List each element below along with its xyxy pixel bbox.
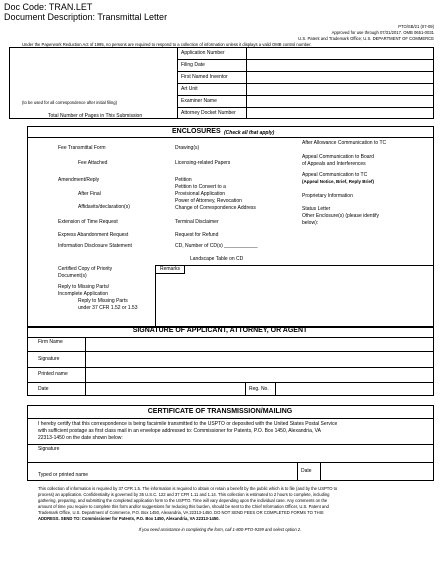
reg-no-label: Reg. No. — [249, 386, 269, 392]
footer-line-6: ADDRESS. SEND TO: Commissioner for Patents, P.O. Box 1450, Alexandria, VA 22313-1450. — [38, 516, 220, 521]
docket-number-label: Attorney Docket Number — [181, 110, 236, 116]
enc-extension-time: Extension of Time Request — [58, 219, 118, 225]
enc-after-allowance: After Allowance Communication to TC — [302, 140, 387, 146]
first-inventor-field[interactable] — [247, 72, 433, 83]
paperwork-line: Under the Paperwork Reduction Act of 1995, no persons are required to respond to a collection of information unless it displays a valid OMB control number. — [22, 42, 312, 47]
certificate-text-3: 22313-1450 on the date shown below: — [38, 435, 123, 441]
enc-licensing: Licensing-related Papers — [175, 160, 231, 166]
enc-fee-attached: Fee Attached — [78, 160, 108, 166]
enc-certified-copy-2: Document(s) — [58, 273, 87, 279]
enc-provisional: Provisional Application — [175, 191, 226, 197]
printed-name-label: Printed name — [38, 371, 68, 377]
art-unit-label: Art Unit — [181, 86, 198, 92]
footer-line-5: Trademark Office, U.S. Department of Commerce, P.O. Box 1450, Alexandria, VA 22313-1450. DO NOT SEND FEES OR COMPLETED FORMS TO THIS — [38, 510, 324, 515]
enc-power-attorney: Power of Attorney, Revocation — [175, 198, 242, 204]
date-label: Date — [38, 386, 49, 392]
total-pages-field[interactable] — [150, 111, 176, 118]
remarks-field[interactable] — [157, 275, 432, 326]
enc-change-address: Change of Correspondence Address — [175, 205, 256, 211]
enclosures-title: ENCLOSURES — [172, 128, 221, 135]
filing-date-field[interactable] — [247, 60, 433, 71]
enc-refund: Request for Refund — [175, 232, 219, 238]
footer-line-2: process) an application. Confidentiality is governed by 35 U.S.C. 122 and 37 CFR 1.11 and 1.14. This collection is estimated to 2 hours to complete, including — [38, 492, 330, 497]
cert-typed-name-label: Typed or printed name — [38, 472, 89, 478]
enc-proprietary: Proprietary Information — [302, 193, 353, 199]
enc-ids: Information Disclosure Statement — [58, 243, 132, 249]
enc-affidavits: Affidavits/declaration(s) — [78, 204, 130, 210]
help-line: If you need assistance in completing the form, call 1-800-PTO-9199 and select option 2. — [138, 527, 302, 532]
application-number-field[interactable] — [247, 48, 433, 59]
enc-appeal-board: Appeal Communication to Board — [302, 154, 374, 160]
cert-signature-field[interactable] — [28, 452, 433, 462]
art-unit-field[interactable] — [247, 84, 433, 95]
approved-line: Approved for use through 07/31/2017. OMB 0651-0031 — [331, 30, 434, 35]
signature-title: SIGNATURE OF APPLICANT, ATTORNEY, OR AGENT — [132, 327, 308, 334]
enc-petition: Petition — [175, 177, 192, 183]
enc-fee-transmittal: Fee Transmittal Form — [58, 145, 106, 151]
enc-other: Other Enclosure(s) (please identify — [302, 213, 379, 219]
enc-drawings: Drawing(s) — [175, 145, 200, 151]
signature-label: Signature — [38, 356, 60, 362]
certificate-text-1: I hereby certify that this correspondence is being facsimile transmitted to the USPTO or deposited with the United States Postal Service — [38, 421, 338, 427]
footer-line-3: gathering, preparing, and submitting the completed application form to the USPTO. Time will vary depending upon the individual case. Any comments on the — [38, 498, 328, 503]
enc-express-abandonment: Express Abandonment Request — [58, 232, 129, 238]
enc-landscape-table: Landscape Table on CD — [190, 256, 244, 262]
application-number-label: Application Number — [181, 50, 225, 56]
firm-name-label: Firm Name — [38, 339, 63, 345]
total-pages-label: Total Number of Pages in This Submission — [48, 113, 143, 119]
enc-cfr-152: under 37 CFR 1.52 or 1.53 — [78, 305, 138, 311]
cert-typed-name-field[interactable] — [110, 463, 296, 480]
footer-line-1: This collection of information is required by 37 CFR 1.5. The information is required to obtain or retain a benefit by the public which is to file (and by the USPTO to — [38, 486, 338, 491]
signature-field[interactable] — [87, 352, 433, 367]
cert-date-field[interactable] — [321, 463, 433, 480]
cert-date-label: Date — [301, 468, 312, 474]
correspondence-note: (to be used for all correspondence after initial filing) — [22, 100, 117, 105]
reg-no-field[interactable] — [276, 383, 433, 395]
examiner-name-field[interactable] — [247, 96, 433, 107]
enc-petition-convert: Petition to Convert to a — [175, 184, 226, 190]
bracket-left — [9, 47, 10, 118]
enc-status-letter: Status Letter — [302, 206, 331, 212]
printed-name-field[interactable] — [87, 368, 433, 382]
form-number: PTO/SB/21 (07-09) — [398, 24, 434, 29]
bracket-top — [9, 47, 177, 48]
footer-line-4: amount of time you require to complete this form and/or suggestions for reducing this burden, should be sent to the Chief Information Officer, U.S. Patent and — [38, 504, 329, 509]
enc-incomplete-app: Incomplete Application — [58, 291, 109, 297]
enc-terminal-disclaimer: Terminal Disclaimer — [175, 219, 219, 225]
enclosures-subtitle: (Check all that apply) — [224, 130, 275, 136]
doc-code: Doc Code: TRAN.LET — [4, 2, 93, 12]
enc-after-final: After Final — [78, 191, 101, 197]
cert-signature-label: Signature — [38, 446, 60, 452]
enc-cd-number: CD, Number of CD(s) ____________ — [175, 243, 258, 249]
first-inventor-label: First Named Inventor — [181, 74, 228, 80]
certificate-text-2: with sufficient postage as first class mail in an envelope addressed to: Commissioner for Patents, P.O. Box 1450, Alexandria, VA — [38, 428, 321, 434]
enc-amendment-reply: Amendment/Reply — [58, 177, 100, 183]
enc-certified-copy: Certified Copy of Priority — [58, 266, 113, 272]
enc-reply-missing-parts-2: Reply to Missing Parts — [78, 298, 128, 304]
date-field[interactable] — [87, 383, 244, 395]
docket-number-field[interactable] — [247, 108, 433, 119]
examiner-name-label: Examiner Name — [181, 98, 217, 104]
enc-appeal-tc-2: (Appeal Notice, Brief, Reply Brief) — [302, 179, 375, 184]
enc-other-2: below): — [302, 220, 319, 226]
enc-reply-missing-parts: Reply to Missing Parts/ — [58, 284, 110, 290]
filing-date-label: Filing Date — [181, 62, 205, 68]
firm-name-field[interactable] — [87, 338, 433, 351]
enc-appeal-tc: Appeal Communication to TC — [302, 172, 368, 178]
doc-description: Document Description: Transmittal Letter — [4, 12, 168, 22]
enc-appeal-board-2: of Appeals and Interferences — [302, 161, 366, 167]
agency-line: U.S. Patent and Trademark Office; U.S. DEPARTMENT OF COMMERCE — [298, 36, 434, 41]
certificate-title: CERTIFICATE OF TRANSMISSION/MAILING — [147, 408, 293, 415]
remarks-label: Remarks — [160, 266, 181, 272]
